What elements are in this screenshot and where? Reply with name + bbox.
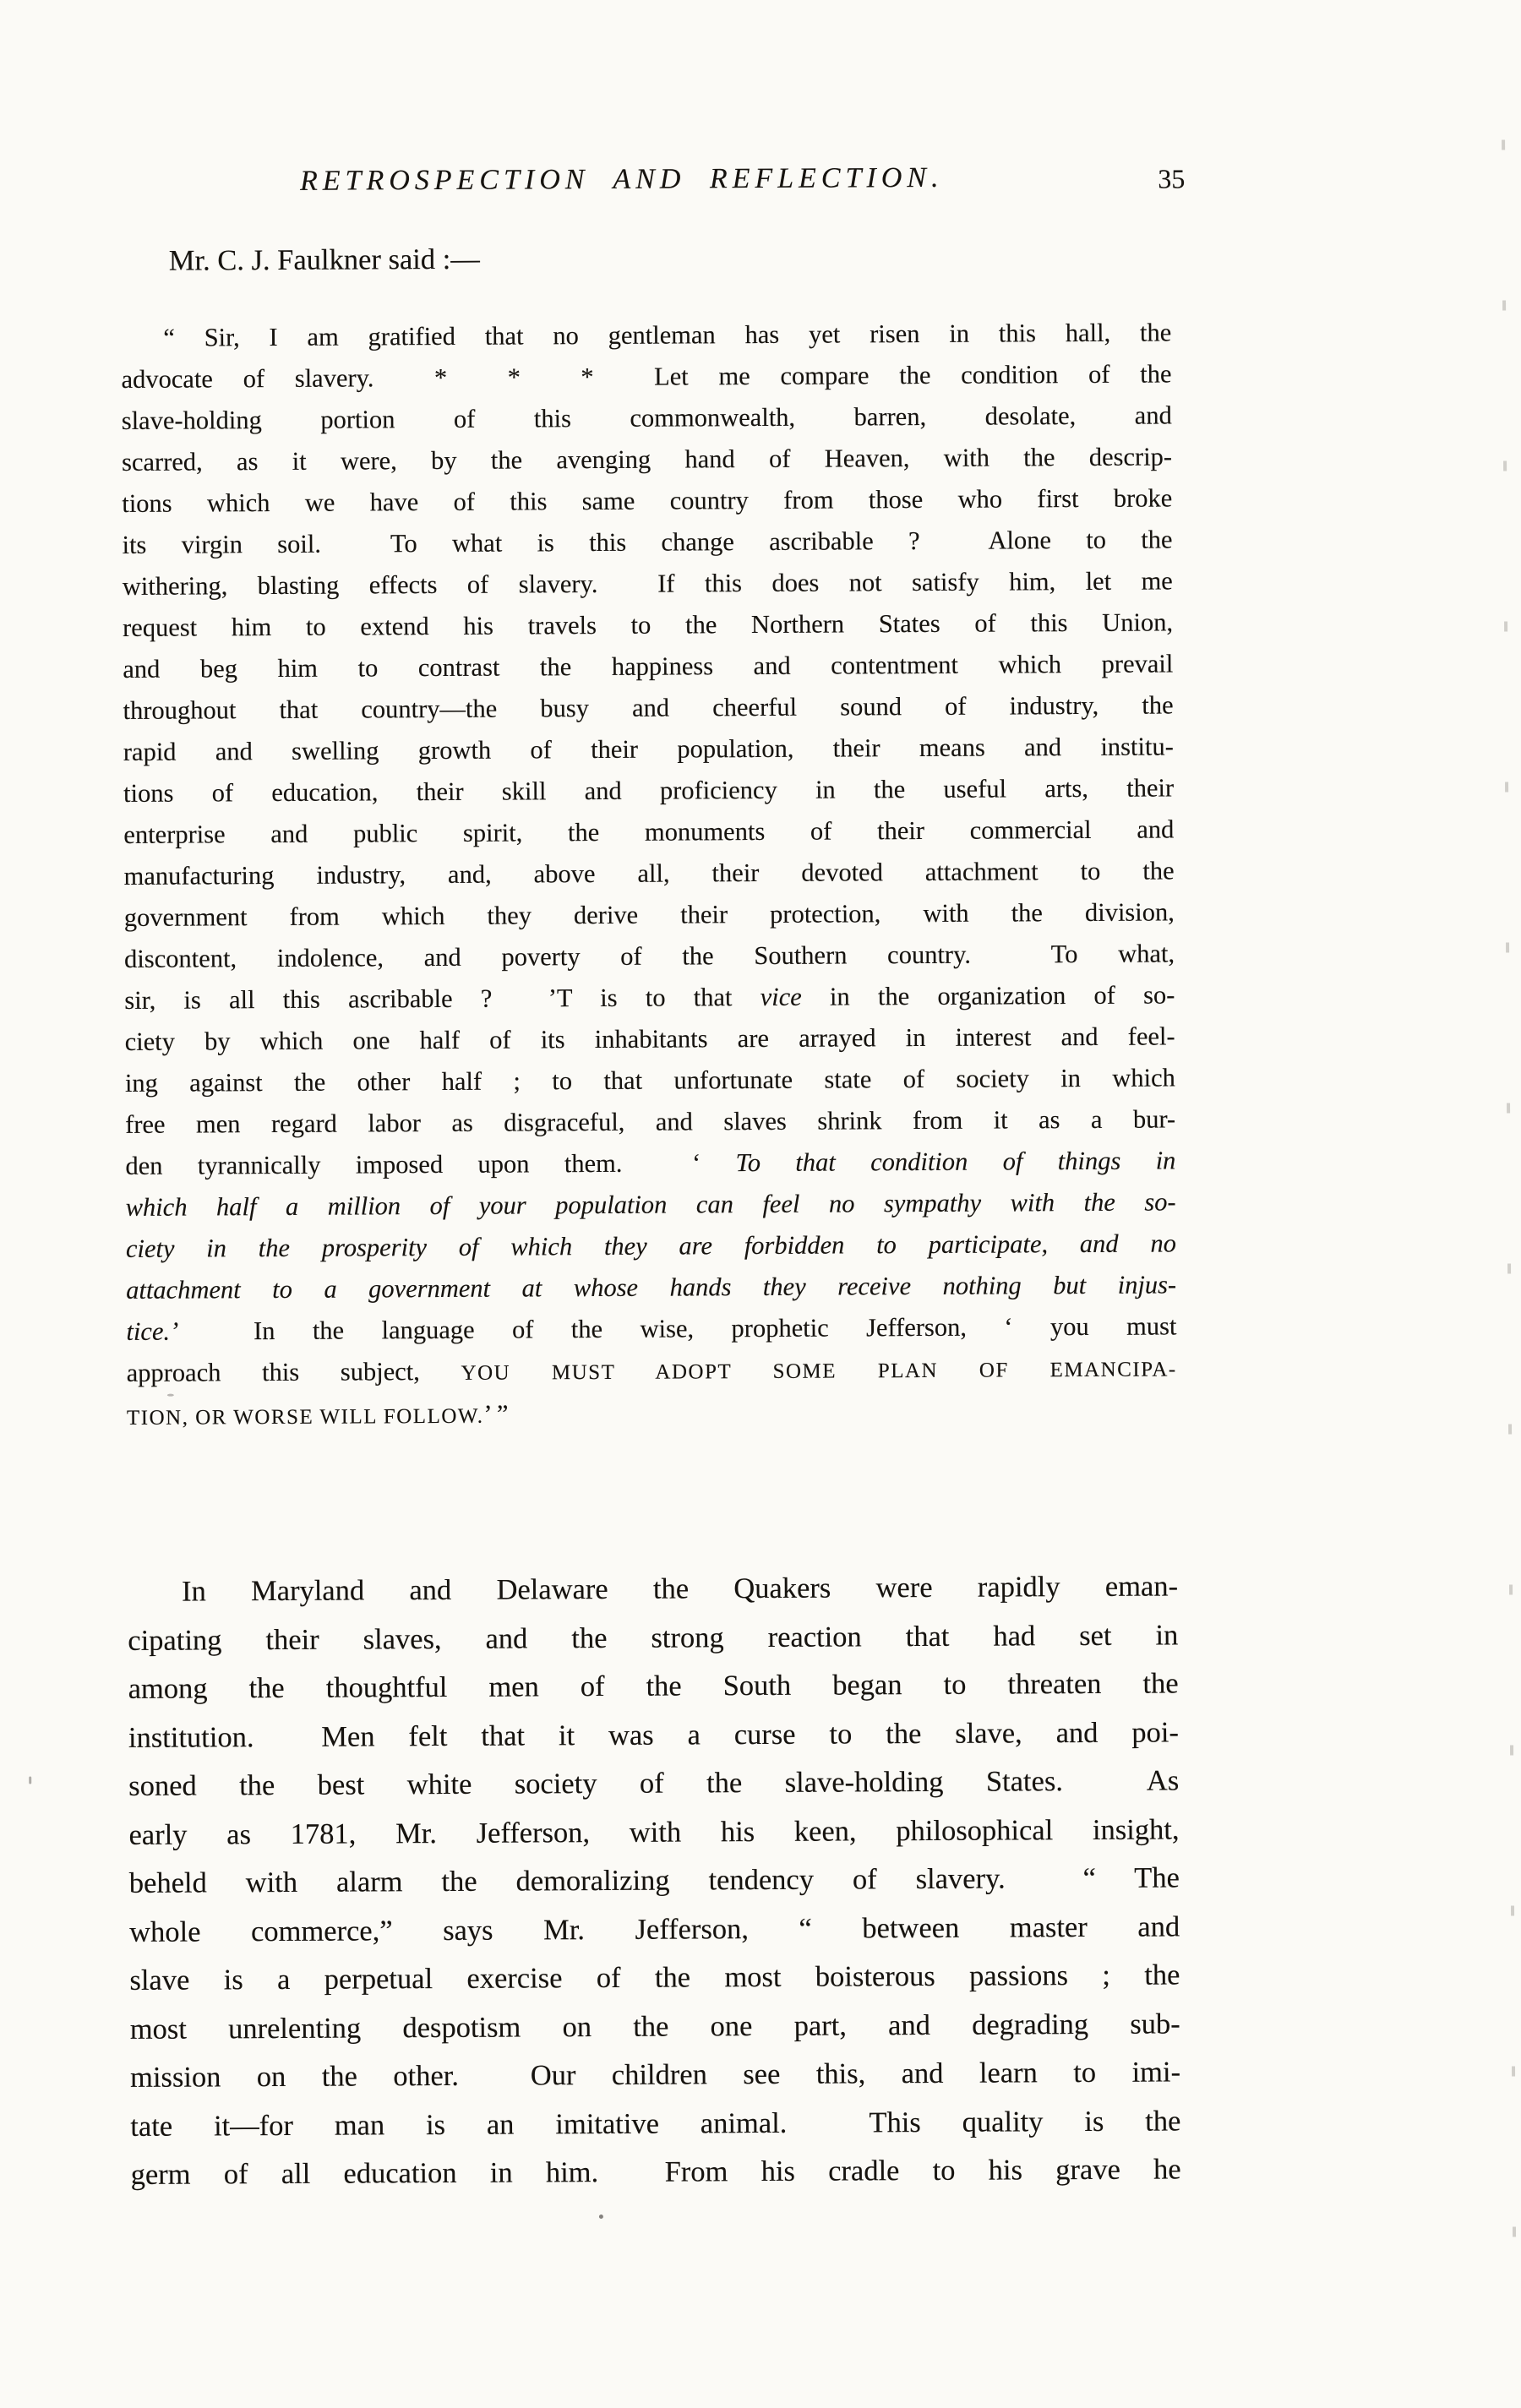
attribution-line: Mr. C. J. Faulkner said :— [168,242,480,277]
text-segment: “ Sir, I am gratified that no gentleman has yet risen in this hall, the [163,318,1172,352]
text-segment: tate it—for man is an imitative animal. This quality is the [130,2104,1181,2143]
scan-speck-artifact [599,2215,603,2219]
text-segment: enterprise and public spirit, the monuments of their commercial and [123,814,1175,849]
body-paragraph [128,1562,1181,2199]
text-line [128,1757,1179,1811]
text-line [125,1057,1175,1104]
text-segment: discontent, indolence, and poverty of the Southern country. To what, [124,939,1175,973]
text-segment: mission on the other. Our children see this, and learn to imi- [129,2056,1181,2094]
text-line [126,1223,1176,1270]
text-line [123,602,1173,649]
text-segment: cipating their slaves, and the strong reaction that had set in [128,1618,1179,1657]
text-segment: withering, blasting effects of slavery. If this does not satisfy him, let me [122,566,1173,601]
text-line [126,1264,1176,1311]
text-line [123,560,1173,607]
text-line [128,1562,1178,1616]
text-line [128,1806,1179,1860]
text-segment: tions of education, their skill and proficiency in the useful arts, their [123,773,1175,808]
text-segment: In the language of the wise, prophetic Jefferson, ‘ you must [178,1311,1177,1346]
text-line [125,1140,1175,1187]
text-segment: request him to extend his travels to the Northern States of this Union, [122,607,1174,642]
italic-text: ciety in the prosperity of which they are forbidden to participate, and no [125,1229,1176,1263]
text-line [122,436,1172,483]
text-line [123,809,1174,856]
text-segment: ciety by which one half of its inhabitants are arrayed in interest and feel- [124,1021,1175,1056]
text-line [128,1708,1179,1762]
text-line [130,2048,1180,2102]
text-line [123,767,1174,814]
italic-text: attachment to a government at whose hands they receive nothing but injus- [126,1270,1177,1305]
text-line [128,1611,1178,1665]
text-line [127,1347,1177,1396]
running-header-title: RETROSPECTION AND REFLECTION. [299,161,944,197]
text-line [130,2097,1180,2151]
text-segment: among the thoughtful men of the South began to threaten the [128,1667,1179,1705]
text-segment: approach this subject, [126,1356,461,1387]
text-line [123,850,1174,897]
text-line [122,477,1172,525]
text-line [124,891,1175,939]
scan-speck-artifact [167,1394,174,1397]
text-segment: most unrelenting despotism on the one part, and degrading sub- [129,2007,1180,2046]
page-number: 35 [1158,163,1186,194]
text-line [123,684,1173,732]
text-segment: ’ ” [483,1399,509,1429]
text-segment: scarred, as it were, by the avenging hand of Heaven, with the descrip- [121,442,1173,477]
text-segment: den tyrannically imposed upon them. ‘ [125,1148,736,1180]
text-segment: free men regard labor as disgraceful, and slaves shrink from it as a bur- [125,1104,1176,1139]
italic-text: vice [760,982,802,1011]
text-segment: germ of all education in him. From his cradle to his grave he [130,2153,1181,2191]
text-line [126,1181,1176,1229]
italic-text: To that condition of things in [735,1146,1176,1178]
quoted-speech-paragraph [121,312,1177,1438]
text-line [129,1903,1180,1957]
text-segment: ing against the other half ; to that unfortunate state of society in which [124,1063,1175,1098]
italic-text: tice.’ [126,1316,179,1346]
text-segment: manufacturing industry, and, above all, their devoted attachment to the [123,856,1175,891]
text-line [125,1098,1175,1146]
text-segment: in the organization of so- [801,980,1175,1011]
scan-edge-artifact [1502,139,1516,2269]
text-segment: throughout that country—the busy and cheerful sound of industry, the [123,690,1174,725]
text-line [122,395,1172,442]
text-line [123,643,1173,690]
small-caps-text: TION, OR WORSE WILL FOLLOW. [126,1404,484,1430]
text-segment: sir, is all this ascribable ? ’T is to that [124,983,760,1015]
text-line [126,1305,1176,1353]
text-segment: advocate of slavery. * * * Let me compare the condition of the [121,359,1172,394]
text-line [127,1390,1177,1439]
text-segment: rapid and swelling growth of their population, their means and institu- [123,732,1174,766]
text-line [125,1016,1175,1063]
small-caps-text: YOU MUST ADOPT SOME PLAN OF EMANCIPA- [461,1358,1177,1385]
scan-speck-artifact [29,1777,31,1784]
text-segment: In Maryland and Delaware the Quakers were rapidly eman- [181,1570,1179,1608]
text-line [124,933,1175,980]
text-segment: government from which they derive their protection, with the division, [123,897,1175,932]
text-line [130,2000,1180,2054]
text-segment: tions which we have of this same country from those who first broke [122,483,1173,518]
text-segment: beheld with alarm the demoralizing tendency of slavery. “ The [128,1861,1180,1899]
text-segment: institution. Men felt that it was a curse to the slave, and poi- [128,1715,1180,1754]
text-segment: slave is a perpetual exercise of the most boisterous passions ; the [129,1959,1180,1997]
text-line [131,2145,1181,2199]
text-line [123,726,1174,773]
text-line [128,1659,1179,1713]
text-line [121,353,1171,400]
text-line [129,1951,1180,2005]
text-line [129,1854,1180,1908]
text-segment: its virgin soil. To what is this change ascribable ? Alone to the [122,525,1173,559]
text-segment: early as 1781, Mr. Jefferson, with his keen, philosophical insight, [128,1812,1180,1851]
text-line [124,974,1175,1021]
text-line [122,519,1172,566]
text-segment: soned the best white society of the slave-holding States. As [128,1764,1180,1802]
italic-text: which half a million of your population can feel no sympathy with the so- [125,1187,1176,1222]
text-line [121,312,1171,359]
text-segment: whole commerce,” says Mr. Jefferson, “ between master and [129,1910,1180,1948]
text-segment: and beg him to contrast the happiness and contentment which prevail [123,649,1174,684]
text-segment: slave-holding portion of this commonwealth, barren, desolate, and [121,400,1172,435]
